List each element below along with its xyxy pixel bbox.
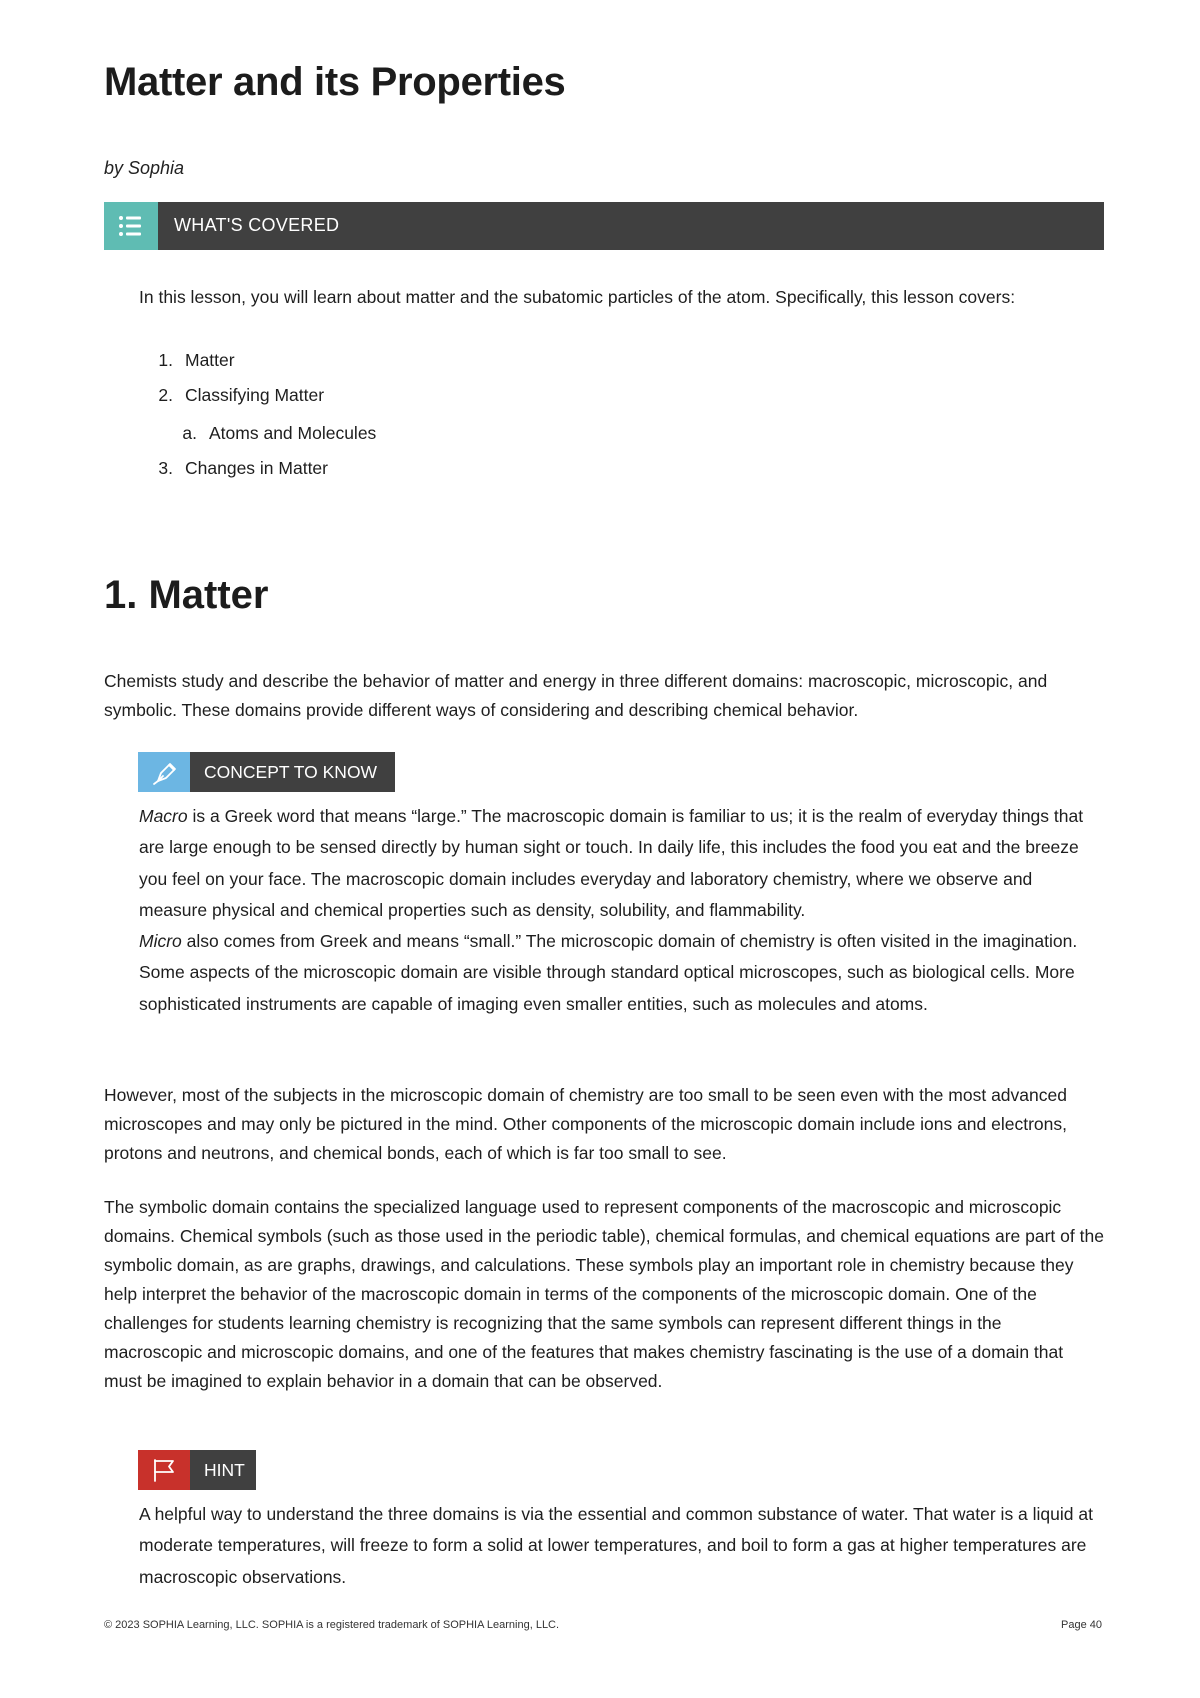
whats-covered-banner — [104, 202, 1104, 250]
footer-page-number: Page 40 — [1061, 1619, 1102, 1631]
list-item-number: 2. — [158, 385, 173, 405]
list-item — [149, 385, 324, 406]
paragraph-symbolic: The symbolic domain contains the specialized language used to represent components of the macroscopic and microscopic domains. Chemical symbols (such as those used in the periodic table), chemical formulas, and chemical equations are part of the symbolic domain, as are graphs, drawings, and calculations. These symbols play an important role in chemistry because they help interpret the behavior of the macroscopic domain in terms of the components of the microscopic domain. One of the challenges for students learning chemistry is recognizing that the same symbols can represent different things in the macroscopic and microscopic domains, and one of the features that makes chemistry fascinating is the use of a domain that must be imagined to explain behavior in a domain that can be observed. — [104, 1197, 1104, 1391]
hint-banner — [138, 1450, 256, 1490]
flag-icon — [138, 1450, 190, 1490]
whats-covered-label: WHAT'S COVERED — [174, 215, 340, 235]
concept-to-know-banner — [138, 752, 395, 792]
concept-macro — [139, 801, 1104, 926]
list-item-number: 1. — [158, 350, 173, 370]
hint-content: A helpful way to understand the three domains is via the essential and common substance of water. That water is a liquid at moderate temperatures, will freeze to form a solid at lower temperatures, and boil to form a gas at higher temperatures are macroscopic observations. — [139, 1504, 1093, 1587]
list-item-text: Classifying Matter — [185, 385, 325, 405]
paragraph-domains: Chemists study and describe the behavior of matter and energy in three different domains: macroscopic, microscopic, and symbolic. These domains provide different ways of considering and describing chemical behavior. — [104, 671, 1048, 720]
list-item-number: a. — [182, 423, 197, 443]
list-item-text: Matter — [185, 350, 235, 370]
concept-macro-text: is a Greek word that means “large.” The macroscopic domain is familiar to us; it is the realm of everyday things that are large enough to be sensed directly by human sight or touch. In daily life, this includes the food you eat and the breeze you feel on your face. The macroscopic domain includes everyday and laboratory chemistry, where we observe and measure physical and chemical properties such as density, solubility, and flammability. — [139, 806, 1084, 920]
list-item-text: Atoms and Molecules — [209, 423, 377, 443]
list-item — [149, 458, 328, 479]
list-item-text: Changes in Matter — [185, 458, 328, 478]
term-macro: Macro — [139, 806, 188, 826]
footer-copyright: © 2023 SOPHIA Learning, LLC. SOPHIA is a registered trademark of SOPHIA Learning, LLC. — [104, 1619, 560, 1631]
paragraph-microscopic: However, most of the subjects in the microscopic domain of chemistry are too small to be seen even with the most advanced microscopes and may only be pictured in the mind. Other components of the microscopic domain include ions and electrons, protons and neutrons, and chemical bonds, each of which is far too small to see. — [104, 1085, 1067, 1163]
section-heading: 1. Matter — [104, 573, 269, 617]
list-item-number: 3. — [158, 458, 173, 478]
list-item — [149, 350, 235, 371]
hint-label: HINT — [204, 1460, 245, 1480]
concept-micro — [139, 926, 1104, 1020]
pen-nib-icon — [138, 752, 190, 792]
list-icon — [104, 202, 158, 250]
list-item-sub — [173, 423, 376, 444]
byline: by Sophia — [104, 158, 185, 178]
page-title: Matter and its Properties — [104, 60, 566, 104]
concept-label: CONCEPT TO KNOW — [204, 762, 378, 782]
concept-micro-text: also comes from Greek and means “small.” The microscopic domain of chemistry is often visited in the imagination. Some aspects of the microscopic domain are visible through standard optical microscopes, such as biological cells. More sophisticated instruments are capable of imaging even smaller entities, such as molecules and atoms. — [139, 931, 1078, 1014]
covered-intro: In this lesson, you will learn about matter and the subatomic particles of the atom. Specifically, this lesson covers: — [139, 287, 1016, 307]
term-micro: Micro — [139, 931, 182, 952]
concept-content — [139, 801, 1104, 1020]
